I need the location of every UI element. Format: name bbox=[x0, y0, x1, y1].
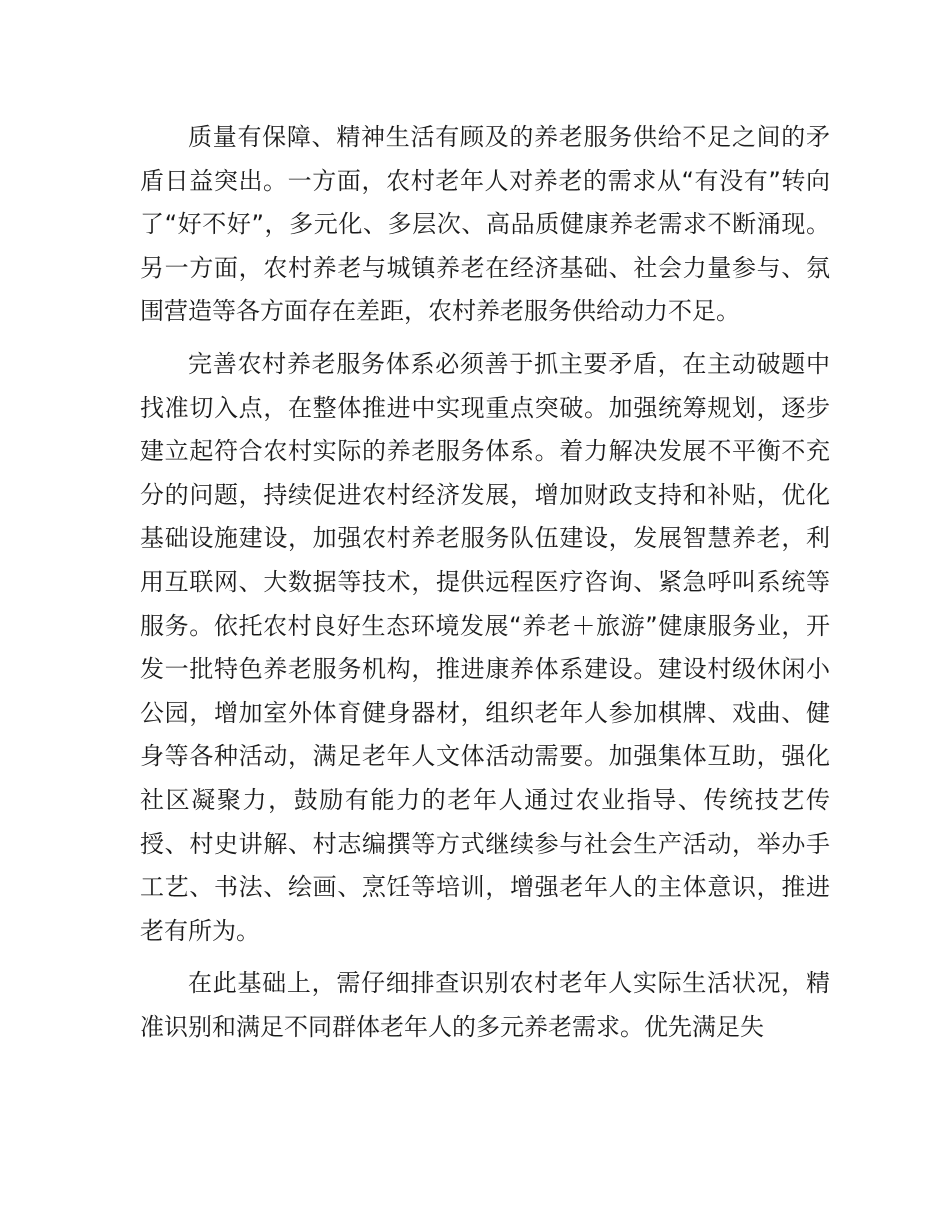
paragraph-3: 在此基础上，需仔细排查识别农村老年人实际生活状况，精准识别和满足不同群体老年人的多元养老需求。优先满足失 bbox=[140, 969, 830, 1041]
paragraph-2: 完善农村养老服务体系必须善于抓主要矛盾，在主动破题中找准切入点，在整体推进中实现重点突破。加强统筹规划，逐步建立起符合农村实际的养老服务体系。着力解决发展不平衡不充分的问题，持续促进农村经济发展，增加财政支持和补贴，优化基础设施建设，加强农村养老服务队伍建设，发展智慧养老，利用互联网、大数据等技术，提供远程医疗咨询、紧急呼叫系统等服务。依托农村良好生态环境发展“养老＋旅游”健康服务业，开发一批特色养老服务机构，推进康养体系建设。建设村级休闲小公园，增加室外体育健身器材，组织老年人参加棋牌、戏曲、健身等各种活动，满足老年人文体活动需要。加强集体互助，强化社区凝聚力，鼓励有能力的老年人通过农业指导、传统技艺传授、村史讲解、村志编撰等方式继续参与社会生产活动，举办手工艺、书法、绘画、烹饪等培训，增强老年人的主体意识，推进老有所为。 bbox=[140, 349, 830, 945]
document-body bbox=[140, 116, 830, 1058]
paragraph-1: 质量有保障、精神生活有顾及的养老服务供给不足之间的矛盾日益突出。一方面，农村老年人对养老的需求从“有没有”转向了“好不好”，多元化、多层次、高品质健康养老需求不断涌现。另一方面，农村养老与城镇养老在经济基础、社会力量参与、氛围营造等各方面存在差距，农村养老服务供给动力不足。 bbox=[140, 123, 830, 326]
